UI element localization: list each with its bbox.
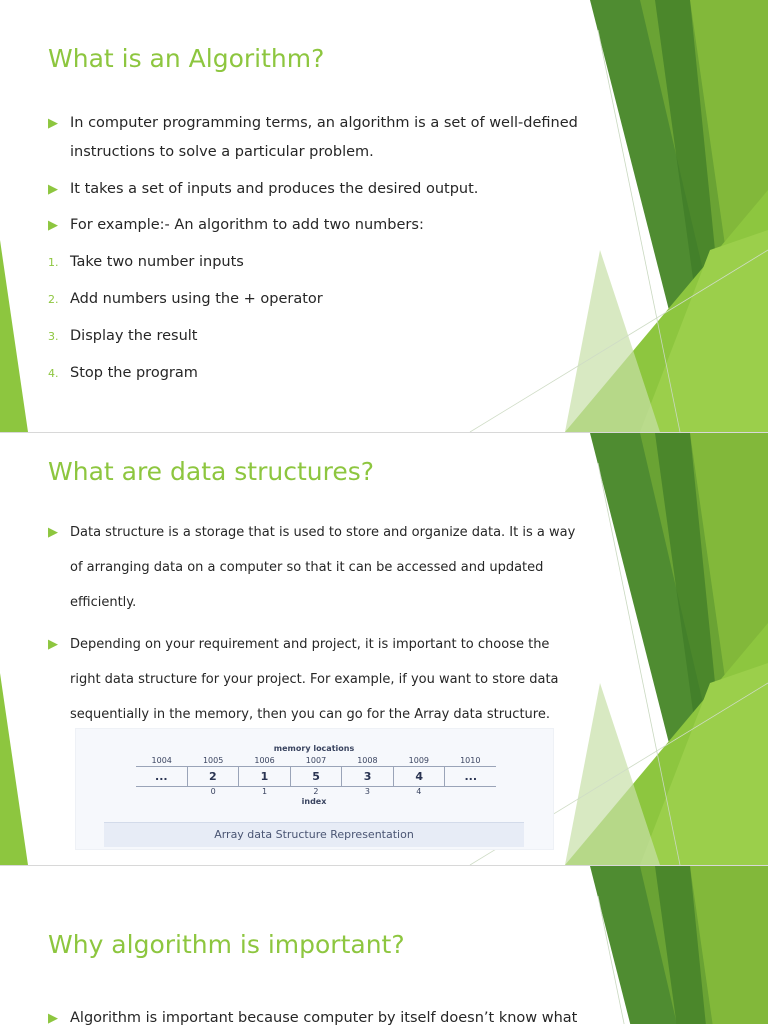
step-text: Display the result bbox=[70, 328, 198, 344]
index-caption: index bbox=[301, 797, 327, 806]
address-label: 1005 bbox=[202, 756, 224, 765]
bullet-arrow-icon: ▶ bbox=[48, 218, 58, 233]
address-label: 1008 bbox=[357, 756, 378, 765]
step-number: 4. bbox=[48, 367, 59, 380]
step-number: 3. bbox=[48, 330, 59, 343]
numbered-step bbox=[48, 359, 578, 388]
step-number: 1. bbox=[48, 256, 59, 269]
numbered-step bbox=[48, 248, 578, 277]
array-cell: 1 bbox=[238, 767, 290, 786]
step-number: 2. bbox=[48, 293, 59, 306]
bullet-arrow-icon: ▶ bbox=[48, 182, 58, 197]
array-cell: 2 bbox=[187, 767, 239, 786]
index-label: 0 bbox=[210, 787, 216, 796]
address-label: 1006 bbox=[254, 756, 275, 765]
index-label bbox=[445, 787, 496, 796]
bullet-arrow-icon: ▶ bbox=[48, 1011, 58, 1026]
step-text: Add numbers using the + operator bbox=[70, 291, 323, 307]
array-diagram bbox=[75, 728, 554, 850]
bullet-arrow-icon: ▶ bbox=[48, 525, 58, 540]
address-row bbox=[136, 756, 496, 765]
bullet-item bbox=[48, 109, 578, 167]
step-text: Take two number inputs bbox=[70, 254, 244, 270]
bullet-line: of arranging data on a computer so that it can be accessed and updated bbox=[70, 560, 544, 575]
array-cell: ... bbox=[155, 770, 168, 783]
index-label bbox=[136, 787, 187, 796]
bullet-line: For example:- An algorithm to add two numbers: bbox=[70, 217, 424, 233]
index-label: 2 bbox=[313, 787, 319, 796]
memory-locations-caption: memory locations bbox=[273, 744, 355, 753]
address-label: 1010 bbox=[460, 756, 481, 765]
bullet-line: instructions to solve a particular problem. bbox=[70, 144, 374, 160]
index-label: 4 bbox=[416, 787, 422, 796]
bullet-line: Data structure is a storage that is used to store and organize data. It is a way bbox=[70, 525, 576, 540]
array-cell: ... bbox=[444, 767, 496, 786]
address-label: 1007 bbox=[305, 756, 327, 765]
address-label: 1004 bbox=[151, 756, 172, 765]
bullet-item bbox=[48, 1004, 578, 1033]
bullet-line: Algorithm is important because computer by itself doesn’t know what bbox=[70, 1010, 578, 1026]
figure-caption: Array data Structure Representation bbox=[104, 822, 524, 847]
bullet-arrow-icon: ▶ bbox=[48, 637, 58, 652]
bullet-line: right data structure for your project. For example, if you want to store data bbox=[70, 672, 559, 687]
array-cell: 3 bbox=[341, 767, 393, 786]
numbered-step bbox=[48, 285, 578, 314]
index-label: 3 bbox=[364, 787, 370, 796]
step-text: Stop the program bbox=[70, 365, 198, 381]
numbered-step bbox=[48, 322, 578, 351]
slide-title: What is an Algorithm? bbox=[48, 44, 325, 73]
slide-title: Why algorithm is important? bbox=[48, 930, 405, 959]
array-cells bbox=[136, 766, 496, 787]
slide-title: What are data structures? bbox=[48, 457, 375, 486]
bullet-item bbox=[48, 175, 578, 204]
bullet-line: Depending on your requirement and project, it is important to choose the bbox=[70, 637, 550, 652]
bullet-arrow-icon: ▶ bbox=[48, 116, 58, 131]
bullet-item bbox=[48, 627, 578, 732]
bullet-line: It takes a set of inputs and produces the desired output. bbox=[70, 181, 479, 197]
bullet-item bbox=[48, 515, 578, 620]
bullet-line: sequentially in the memory, then you can go for the Array data structure. bbox=[70, 707, 550, 722]
bullet-item bbox=[48, 211, 578, 240]
index-label: 1 bbox=[262, 787, 268, 796]
array-cell: 4 bbox=[393, 767, 445, 786]
index-row bbox=[136, 787, 496, 796]
bullet-line: efficiently. bbox=[70, 595, 137, 610]
bullet-line: In computer programming terms, an algorithm is a set of well-defined bbox=[70, 115, 578, 131]
array-cell: 5 bbox=[290, 767, 342, 786]
address-label: 1009 bbox=[408, 756, 429, 765]
